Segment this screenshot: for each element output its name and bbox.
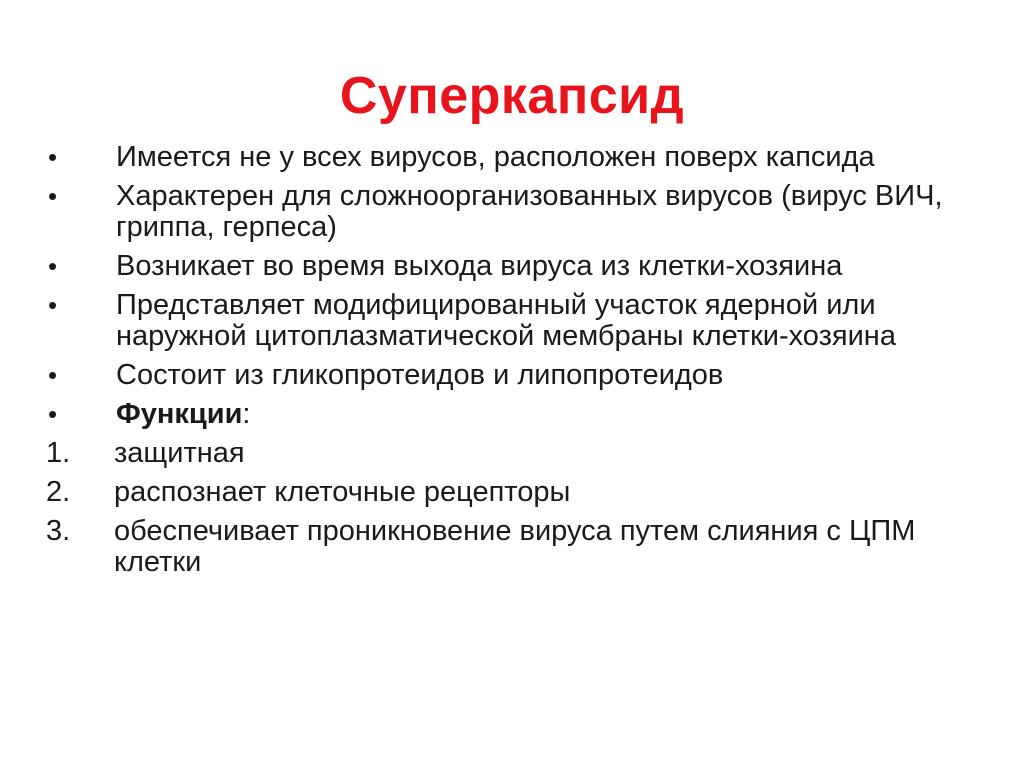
bullet-marker: • [48, 142, 58, 172]
list-item-text: Представляет модифицированный участок ядерной или наружной цитоплазматической мембраны клетки-хозяина [116, 289, 896, 352]
numbered-item [46, 516, 986, 578]
numbered-item-text: распознает клеточные рецепторы [114, 476, 571, 508]
list-item-text: Возникает во время выхода вируса из клетки-хозяина [116, 250, 843, 282]
bullet-marker: • [48, 399, 58, 429]
list-item-text: Характерен для сложноорганизованных вирусов (вирус ВИЧ, гриппа, герпеса) [116, 180, 943, 243]
number-marker: 2. [46, 476, 71, 508]
functions-heading-colon: : [242, 398, 251, 430]
list-item-text: Имеется не у всех вирусов, расположен поверх капсида [116, 141, 875, 173]
list-item-functions-heading [46, 399, 986, 430]
bullet-marker: • [48, 251, 58, 281]
bullet-marker: • [48, 360, 58, 390]
list-item [46, 290, 986, 352]
numbered-item-text: защитная [114, 437, 245, 469]
list-item [46, 181, 986, 243]
list-item-text: Состоит из гликопротеидов и липопротеидов [116, 359, 724, 391]
list-item [46, 251, 986, 282]
functions-heading-bold: Функции [116, 398, 243, 430]
functions-heading [116, 399, 986, 430]
number-marker: 1. [46, 437, 71, 469]
numbered-item [46, 477, 986, 508]
list-item [46, 142, 986, 173]
numbered-item-text: обеспечивает проникновение вируса путем слияния с ЦПМ клетки [114, 515, 916, 578]
number-marker: 3. [46, 515, 71, 547]
bullet-marker: • [48, 290, 58, 320]
content-list [46, 142, 986, 586]
bullet-marker: • [48, 181, 58, 211]
list-item [46, 360, 986, 391]
numbered-item [46, 438, 986, 469]
slide-title: Суперкапсид [339, 67, 685, 125]
